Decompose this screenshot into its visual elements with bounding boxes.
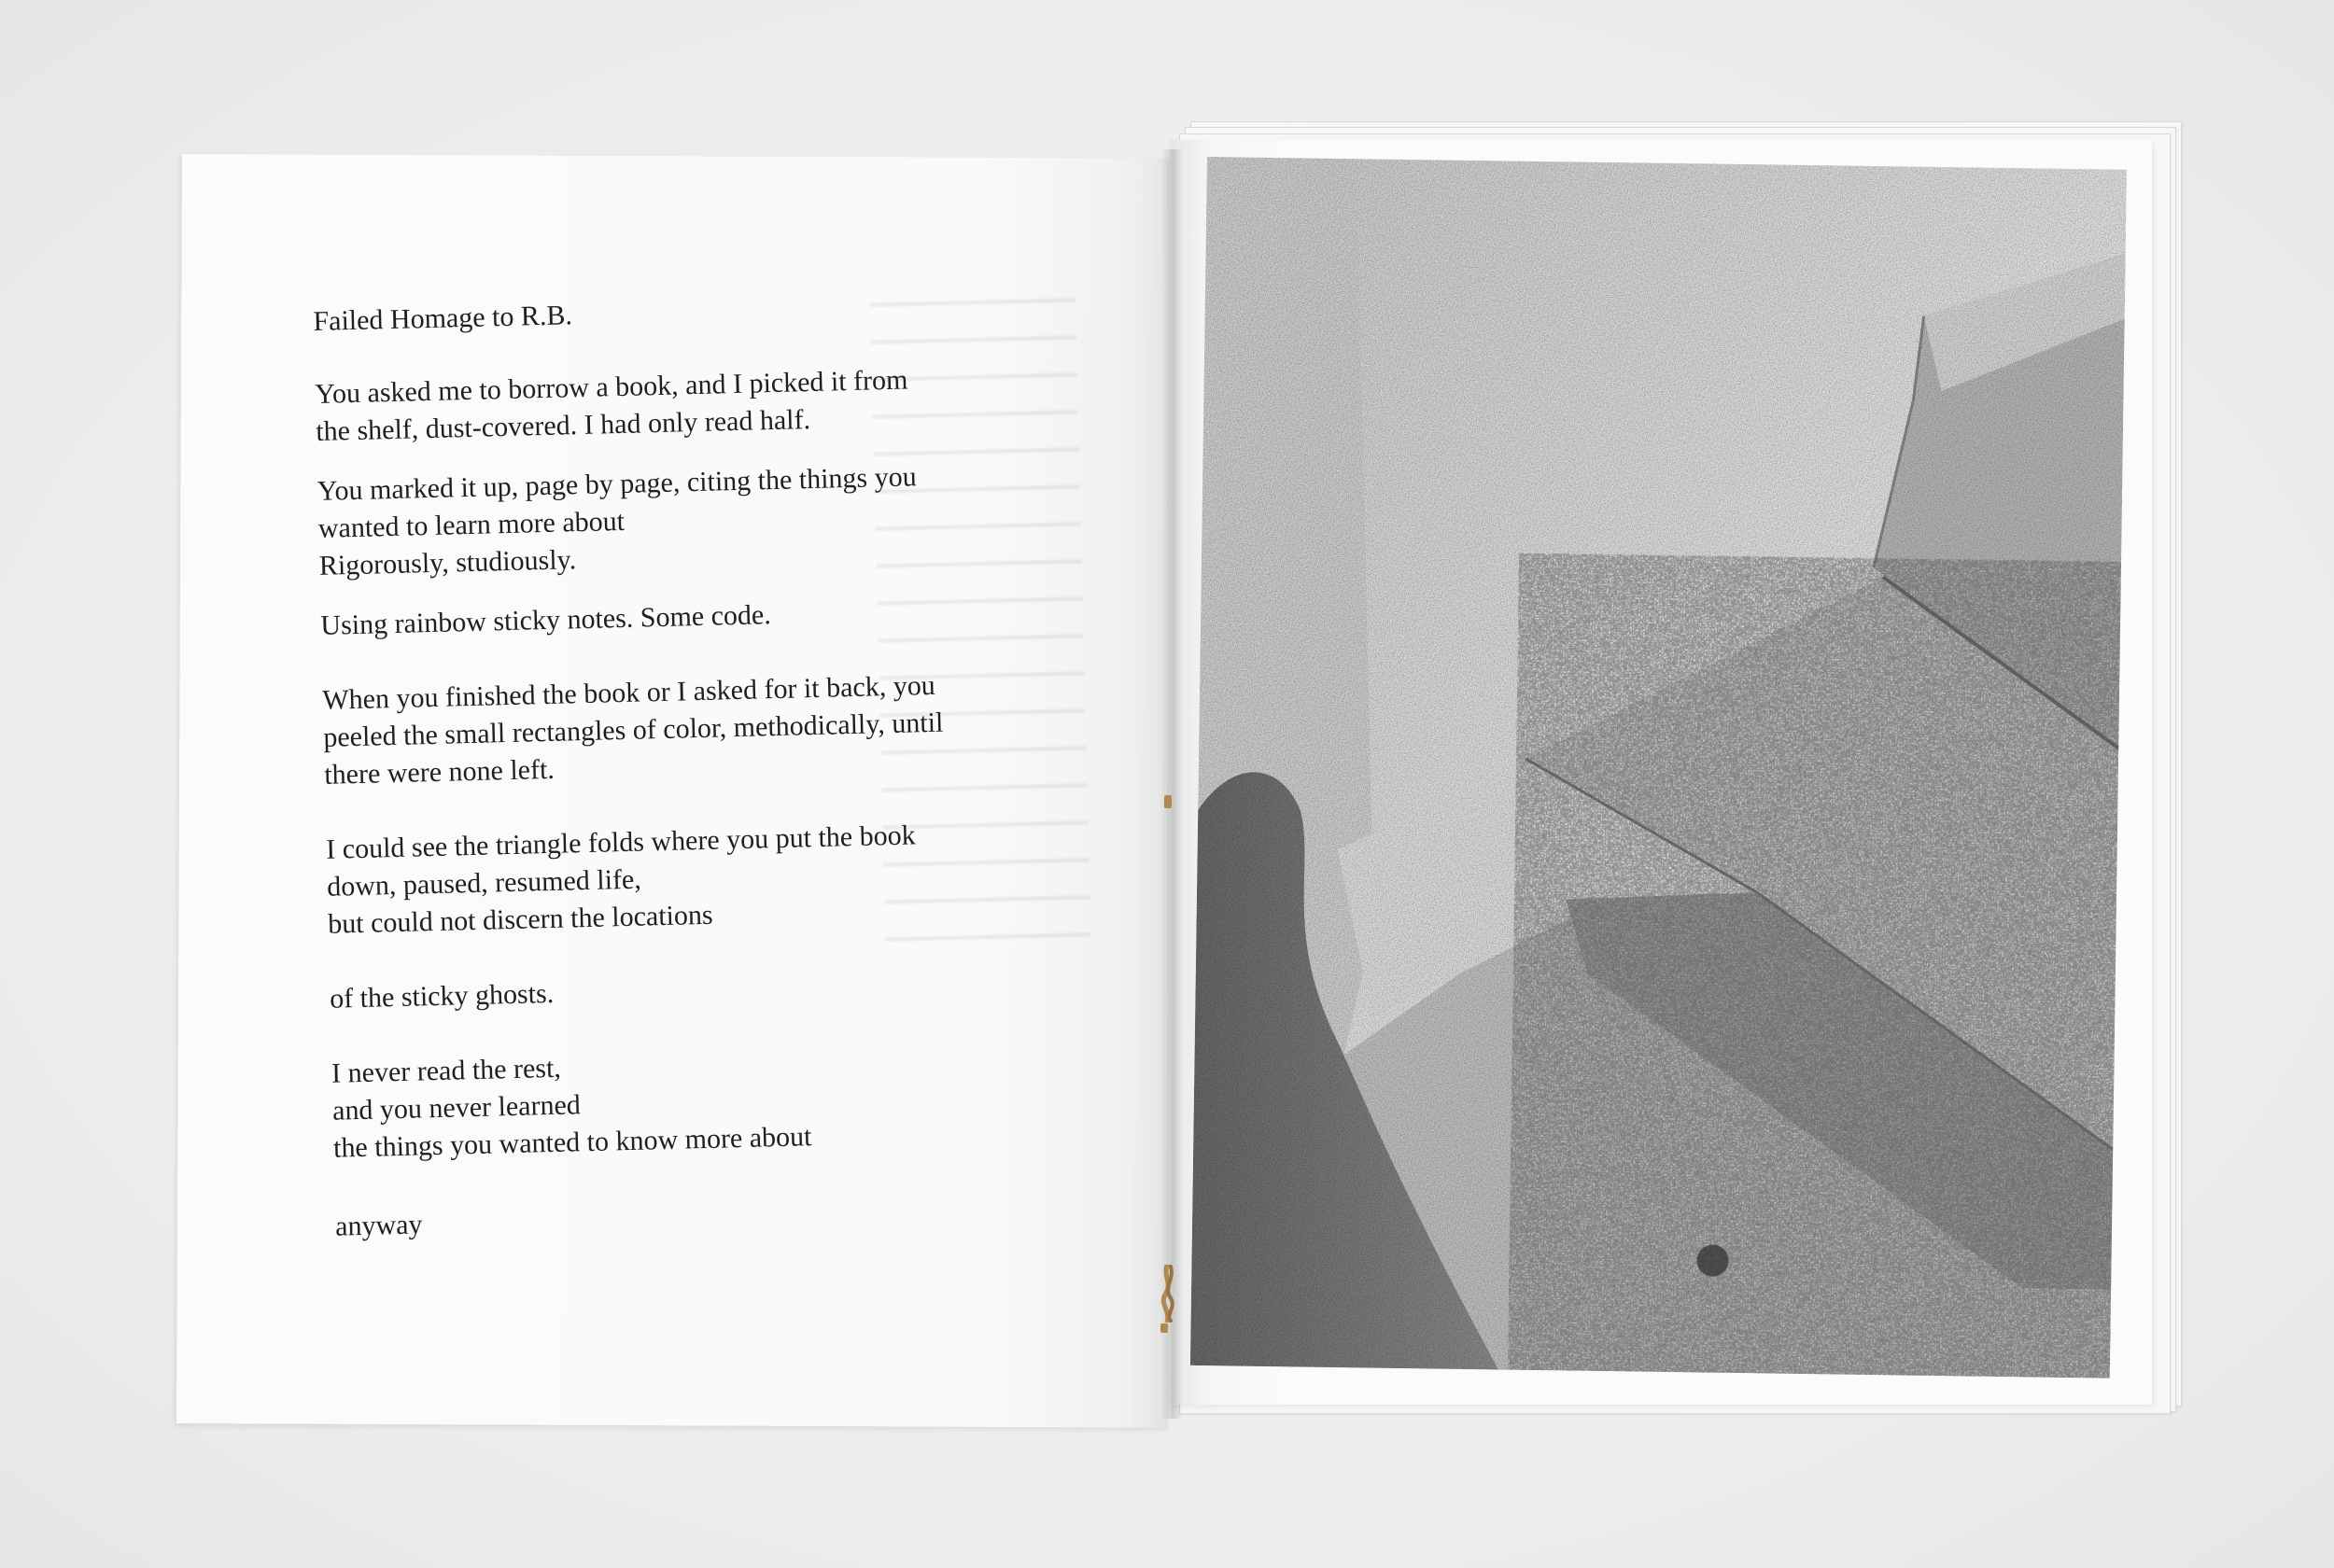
poem-line: of the sticky ghosts. xyxy=(329,977,555,1015)
poem-line: the things you wanted to know more about xyxy=(332,1121,812,1164)
poem-line: there were none left. xyxy=(323,753,555,791)
poem-stanza xyxy=(315,357,1110,451)
poem-line: I never read the rest, xyxy=(330,1052,562,1089)
poem-line: You marked it up, page by page, citing the things you xyxy=(316,461,918,507)
poem-stanza xyxy=(326,812,1122,944)
spine-fold xyxy=(1160,149,1183,1419)
poem-line: Rigorously, studiously. xyxy=(318,544,577,581)
poem-stanza xyxy=(331,1036,1128,1168)
poem xyxy=(313,284,1130,1267)
poem-line: When you finished the book or I asked for it back, you xyxy=(321,669,936,716)
binding-stitch xyxy=(1160,1323,1168,1333)
poem-stanza xyxy=(320,588,1115,645)
poem-stanza xyxy=(322,663,1118,794)
poem-line: Using rainbow sticky notes. Some code. xyxy=(320,599,772,641)
poem-stanza xyxy=(335,1189,1130,1246)
poem-line: I could see the triangle folds where you put the book xyxy=(325,819,917,865)
poem-line: You asked me to borrow a book, and I picked it from xyxy=(314,364,908,410)
poem-line: wanted to learn more about xyxy=(317,505,626,544)
poem-line: anyway xyxy=(334,1209,423,1242)
stone-steps-photo xyxy=(1190,157,2127,1379)
poem-stanza xyxy=(330,961,1124,1018)
poem-title: Failed Homage to R.B. xyxy=(313,300,573,337)
poem-line: but could not discern the locations xyxy=(327,899,713,940)
poem-stanza xyxy=(316,454,1113,585)
binding-thread xyxy=(1156,1265,1182,1323)
poem-line: and you never learned xyxy=(331,1089,582,1127)
poem-line: peeled the small rectangles of color, methodically, until xyxy=(322,707,944,753)
poem-line: the shelf, dust-covered. I had only read half. xyxy=(315,404,811,447)
poem-line: down, paused, resumed life, xyxy=(326,863,642,903)
binding-stitch xyxy=(1164,795,1172,808)
